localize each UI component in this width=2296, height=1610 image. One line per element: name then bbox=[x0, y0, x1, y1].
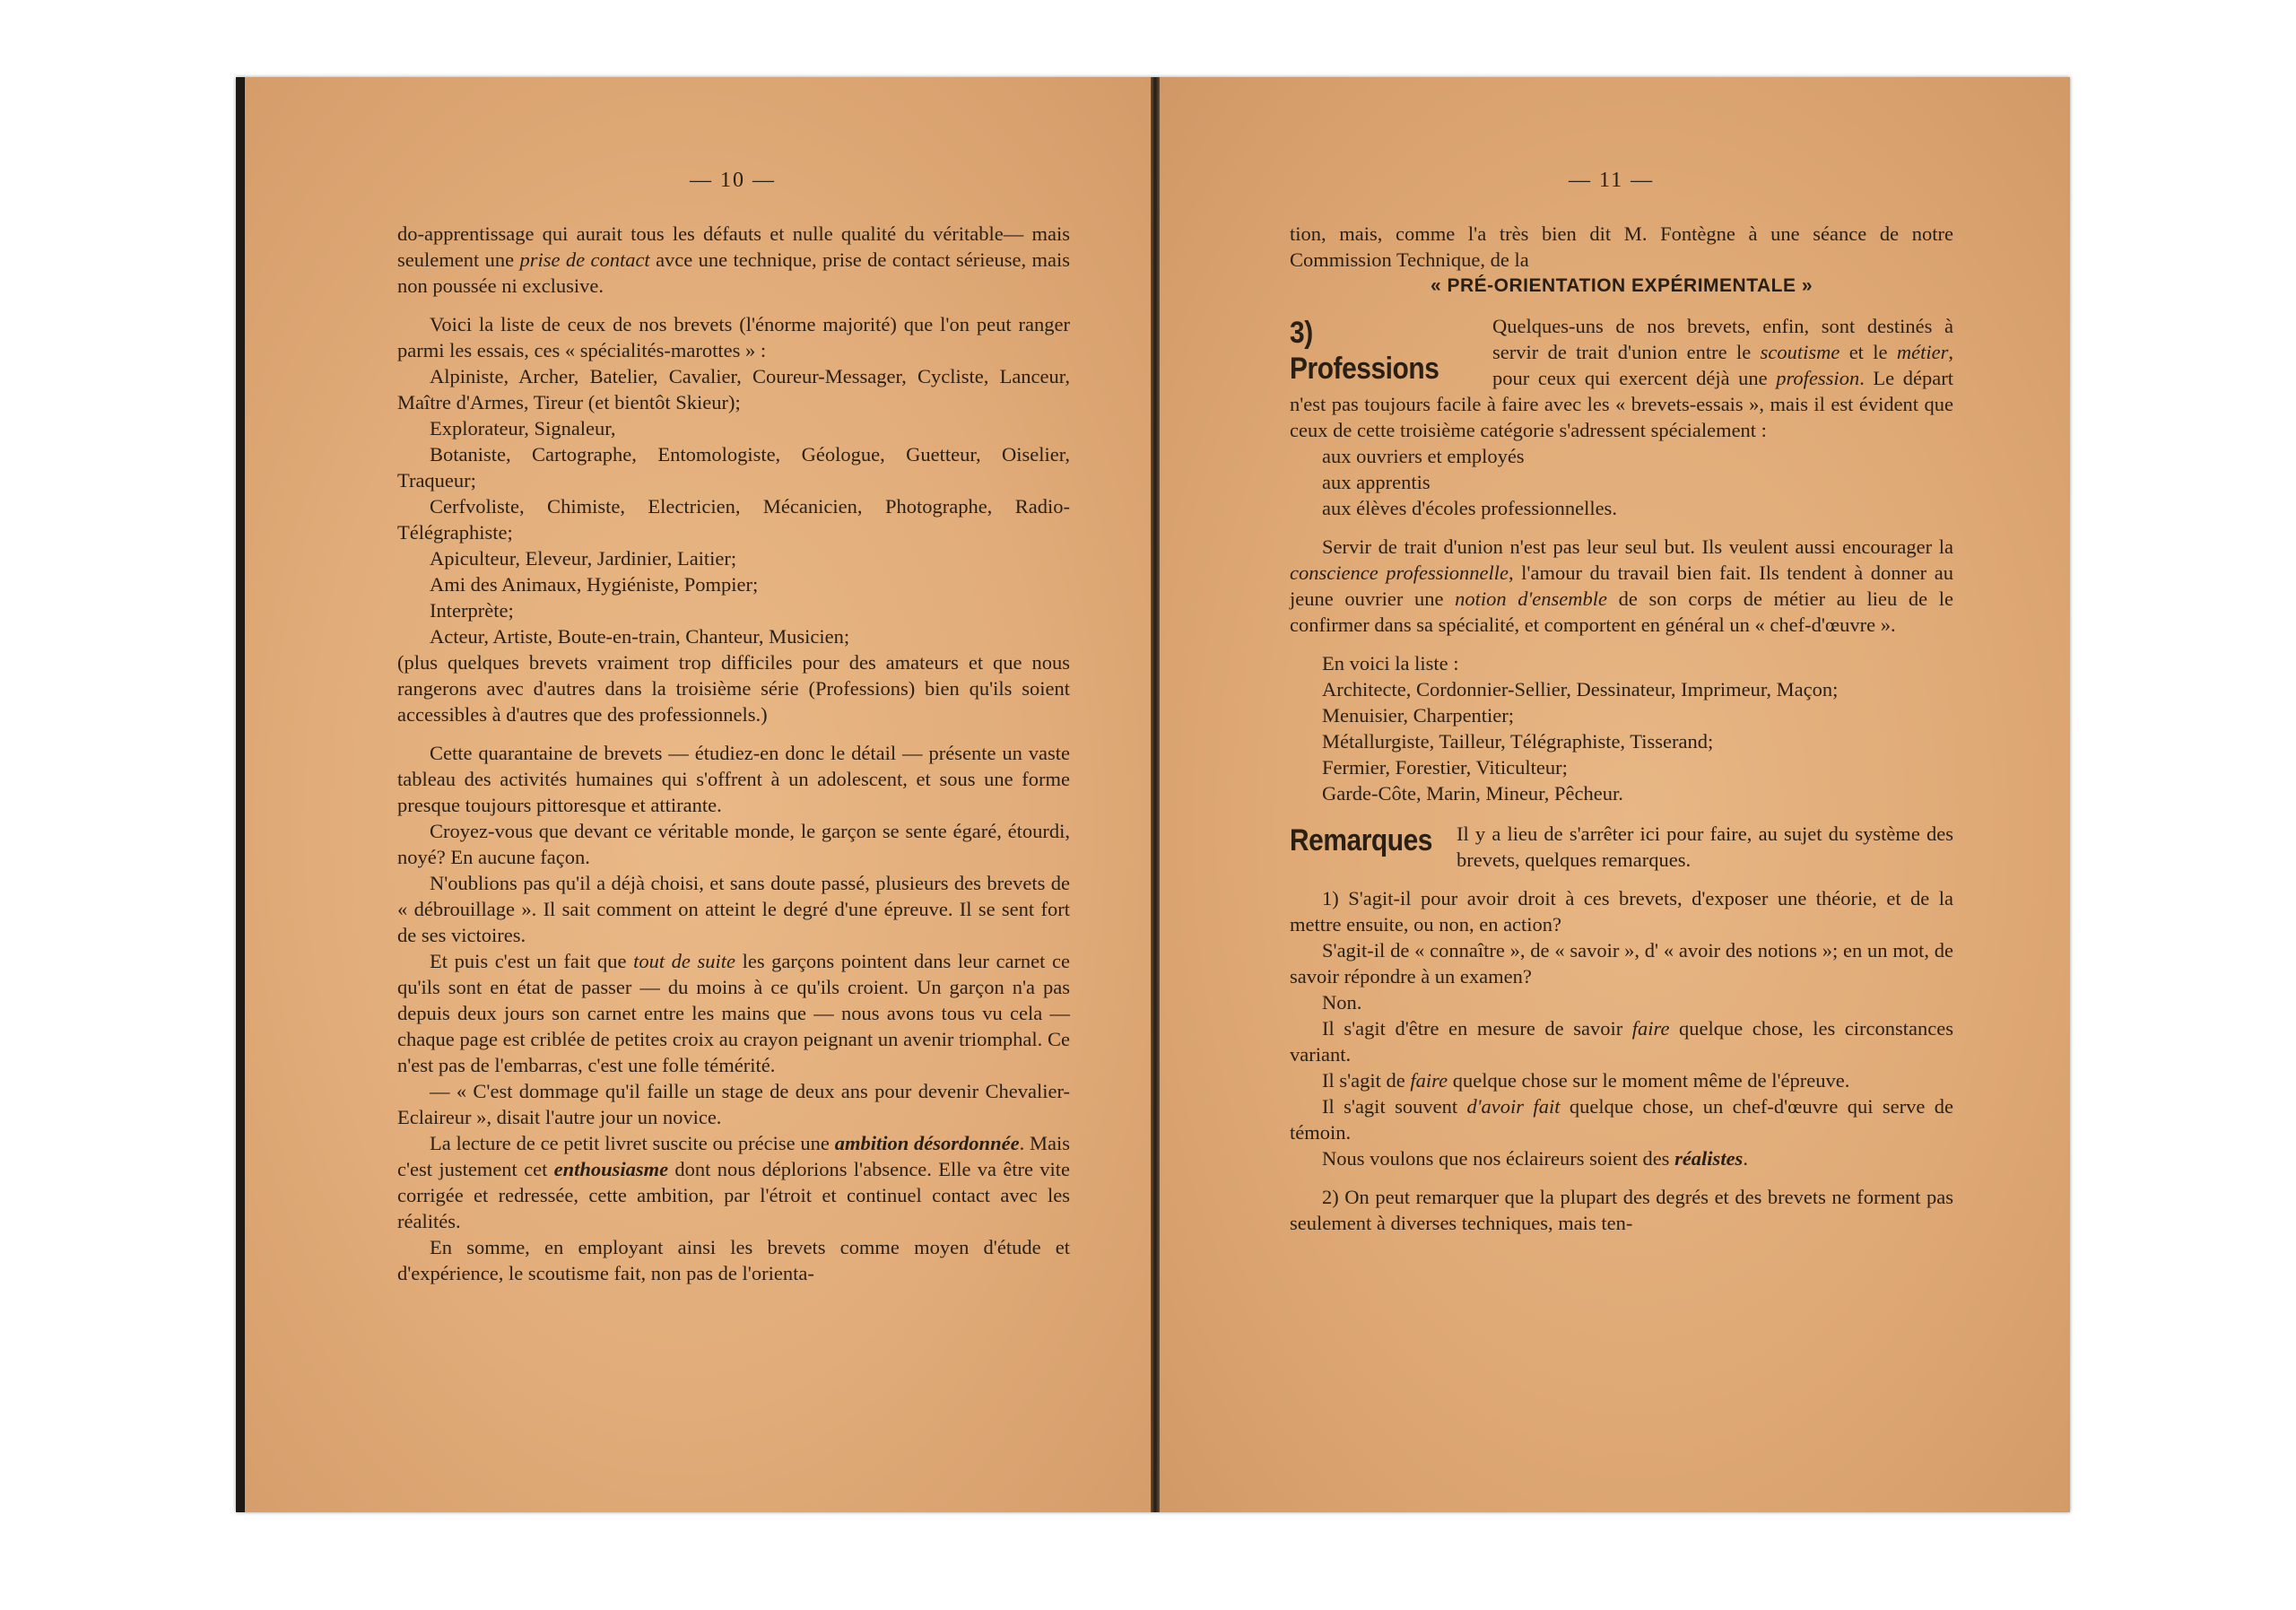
paragraph: Nous voulons que nos éclaireurs soient des réalistes. bbox=[1322, 1147, 1748, 1170]
list-item: Ami des Animaux, Hygiéniste, Pompier; bbox=[430, 573, 759, 596]
paragraph: Quelques-uns de nos brevets, enfin, sont destinés à servir de trait d'union entre le scoutisme et le métier, pour ceux qui exercent déjà une profession. Le départ n'est pas toujours facile à faire avec les « brevets-essais », mais il est évident que ceux de cette troisième catégorie s'adressent spécialement : bbox=[1290, 315, 1953, 441]
paragraph: Il s'agit d'être en mesure de savoir faire quelque chose, les circonstances variant. bbox=[1290, 1017, 1953, 1066]
paragraph: N'oublions pas qu'il a déjà choisi, et sans doute passé, plusieurs des brevets de « débrouillage ». Il sait comment on atteint le degré d'une épreuve. Il se sent fort de ses victoires. bbox=[397, 872, 1070, 946]
page-number: — 11 — bbox=[1569, 169, 1655, 192]
section-professions bbox=[1290, 313, 1953, 443]
centered-title: « PRÉ-ORIENTATION EXPÉRIMENTALE » bbox=[1430, 275, 1813, 296]
paragraph: Servir de trait d'union n'est pas leur seul but. Ils veulent aussi encourager la conscience professionnelle, l'amour du travail bien fait. Ils tendent à donner au jeune ouvrier une notion d'ensemble de son corps de métier au lieu de le confirmer dans sa spécialité, et comportent en général un « chef-d'œuvre ». bbox=[1290, 535, 1954, 636]
paragraph: Il s'agit de faire quelque chose sur le moment même de l'épreuve. bbox=[1322, 1069, 1850, 1092]
list-item: Acteur, Artiste, Boute-en-train, Chanteur, Musicien; bbox=[430, 625, 850, 648]
paragraph: 1) S'agit-il pour avoir droit à ces brevets, d'exposer une théorie, et de la mettre ensuite, ou non, en action? bbox=[1290, 887, 1953, 936]
paragraph: Non. bbox=[1322, 991, 1362, 1014]
list-item: aux ouvriers et employés bbox=[1322, 445, 1525, 467]
right-page bbox=[1160, 77, 2070, 1512]
left-page-text bbox=[397, 221, 1070, 1286]
paragraph: — « C'est dommage qu'il faille un stage de deux ans pour devenir Chevalier-Eclaireur », disait l'autre jour un novice. bbox=[397, 1080, 1070, 1128]
list-item: aux apprentis bbox=[1322, 471, 1431, 493]
right-page-text bbox=[1290, 221, 1953, 1236]
list-item: Menuisier, Charpentier; bbox=[1322, 704, 1515, 727]
paragraph: En voici la liste : bbox=[1322, 652, 1459, 674]
paragraph: Il s'agit souvent d'avoir fait quelque chose, un chef-d'œuvre qui serve de témoin. bbox=[1290, 1095, 1954, 1144]
paragraph: (plus quelques brevets vraiment trop difficiles pour des amateurs et que nous rangerons avec d'autres dans la troisième série (Professions) bien qu'ils soient accessibles à d'autres que des professionnels.) bbox=[397, 651, 1070, 726]
list-item: Garde-Côte, Marin, Mineur, Pêcheur. bbox=[1322, 782, 1623, 805]
paragraph: 2) On peut remarquer que la plupart des degrés et des brevets ne forment pas seulement à diverses techniques, mais ten- bbox=[1290, 1186, 1953, 1234]
list-item: Alpiniste, Archer, Batelier, Cavalier, Coureur-Messager, Cycliste, Lanceur, Maître d'Armes, Tireur (et bientôt Skieur); bbox=[397, 365, 1070, 413]
list-item: Botaniste, Cartographe, Entomologiste, Géologue, Guetteur, Oiselier, Traqueur; bbox=[397, 443, 1070, 492]
paragraph: Cette quarantaine de brevets — étudiez-en donc le détail — présente un vaste tableau des activités humaines qui s'offrent à un adolescent, et sous une forme presque toujours pittoresque et attirante. bbox=[397, 742, 1070, 816]
section-heading: 3) Professions bbox=[1290, 316, 1439, 386]
paragraph: En somme, en employant ainsi les brevets comme moyen d'étude et d'expérience, le scoutisme fait, non pas de l'orienta- bbox=[397, 1236, 1070, 1284]
list-item: Métallurgiste, Tailleur, Télégraphiste, Tisserand; bbox=[1322, 730, 1714, 753]
paragraph: Croyez-vous que devant ce véritable monde, le garçon se sente égaré, étourdi, noyé? En aucune façon. bbox=[397, 820, 1070, 868]
list-item: Interprète; bbox=[430, 599, 514, 622]
section-heading: Remarques bbox=[1290, 823, 1433, 857]
list-item: aux élèves d'écoles professionnelles. bbox=[1322, 497, 1617, 519]
list-item: Cerfvoliste, Chimiste, Electricien, Mécanicien, Photographe, Radio-Télégraphiste; bbox=[397, 495, 1070, 544]
list-item: Explorateur, Signaleur, bbox=[430, 417, 616, 439]
page-number: — 10 — bbox=[690, 169, 776, 192]
paragraph: Et puis c'est un fait que tout de suite les garçons pointent dans leur carnet ce qu'ils sont en état de passer — du moins à ce qu'ils croient. Un garçon n'a pas depuis deux jours son carnet entre les mains que — nous avons tous vu cela — chaque page est criblée de petites croix au crayon peignant un avenir triomphal. Ce n'est pas de l'embarras, c'est une folle témérité. bbox=[397, 950, 1070, 1076]
section-remarques bbox=[1290, 821, 1953, 873]
paragraph: tion, mais, comme l'a très bien dit M. Fontègne à une séance de notre Commission Technique, de la bbox=[1290, 222, 1953, 271]
paragraph: Voici la liste de ceux de nos brevets (l'énorme majorité) que l'on peut ranger parmi les essais, ces « spécialités-marottes » : bbox=[397, 313, 1070, 361]
left-page bbox=[245, 77, 1151, 1512]
list-item: Architecte, Cordonnier-Sellier, Dessinateur, Imprimeur, Maçon; bbox=[1322, 678, 1839, 701]
paragraph: S'agit-il de « connaître », de « savoir », d' « avoir des notions »; en un mot, de savoir répondre à un examen? bbox=[1290, 939, 1953, 988]
list-item: Apiculteur, Eleveur, Jardinier, Laitier; bbox=[430, 547, 737, 570]
list-item: Fermier, Forestier, Viticulteur; bbox=[1322, 756, 1568, 779]
paragraph: La lecture de ce petit livret suscite ou précise une ambition désordonnée. Mais c'est justement cet enthousiasme dont nous déplorions l'absence. Elle va être vite corrigée et redressée, cette ambition, par l'étroit et continuel contact avec les réalités. bbox=[397, 1132, 1071, 1232]
open-book bbox=[236, 77, 2070, 1512]
paragraph: Il y a lieu de s'arrêter ici pour faire, au sujet du système des brevets, quelques remarques. bbox=[1457, 822, 1953, 871]
paragraph: do-apprentissage qui aurait tous les défauts et nulle qualité du véritable— mais seulement une prise de contact avce une technique, prise de contact sérieuse, mais non poussée ni exclusive. bbox=[397, 222, 1070, 297]
